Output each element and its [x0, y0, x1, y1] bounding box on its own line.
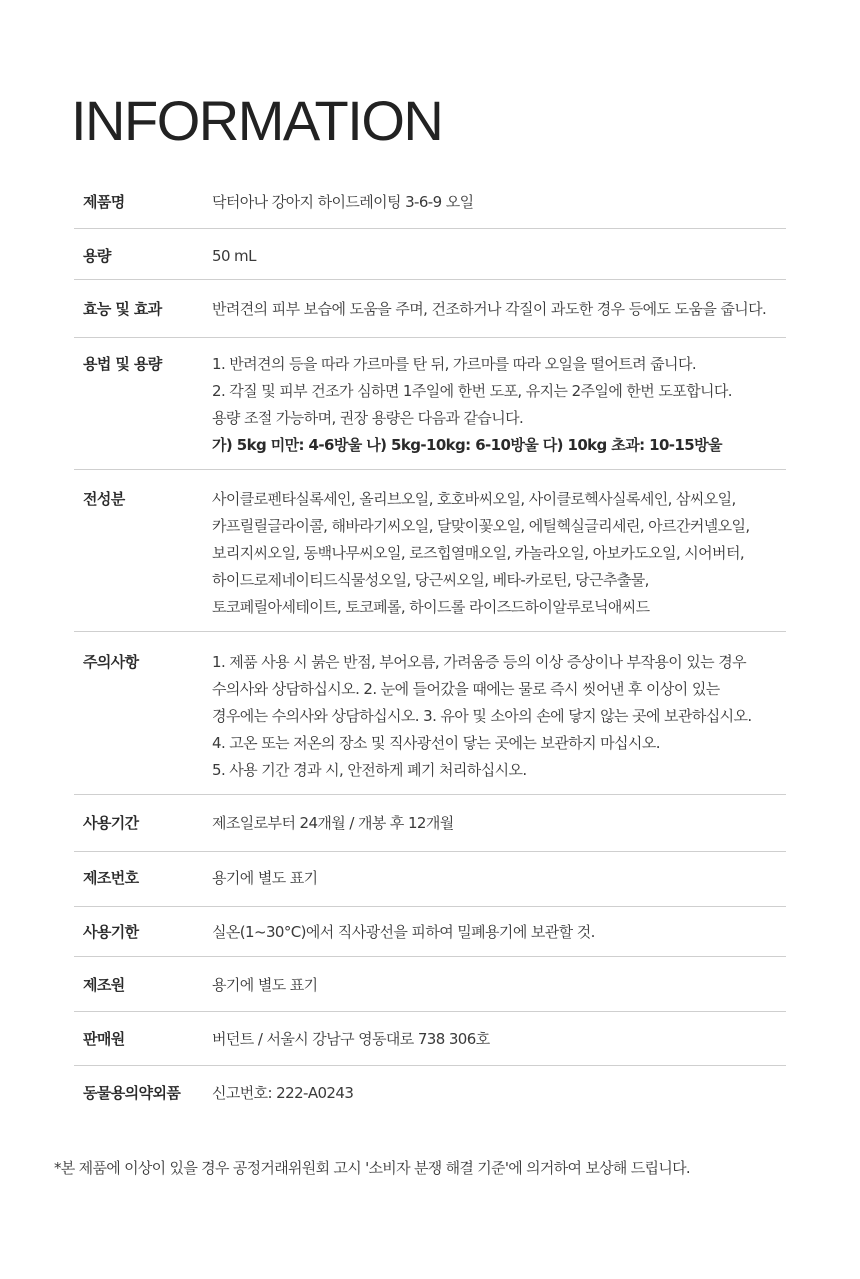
- info-row-usage: [74, 338, 786, 470]
- info-value: [212, 1080, 786, 1107]
- info-value-line: 4. 고온 또는 저온의 장소 및 직사광선이 닿는 곳에는 보관하지 마십시오.: [212, 734, 660, 752]
- info-value: [212, 972, 786, 999]
- info-row-precautions: [74, 632, 786, 795]
- info-value: [212, 919, 786, 946]
- info-value-line: 용기에 별도 표기: [212, 976, 318, 994]
- info-label: 판매원: [83, 1030, 125, 1048]
- info-row-seller: [74, 1012, 786, 1066]
- info-label: 전성분: [83, 490, 125, 508]
- info-label: 사용기한: [83, 923, 139, 941]
- info-value-line: 반려견의 피부 보습에 도움을 주며, 건조하거나 각질이 과도한 경우 등에도 도움을 줍니다.: [212, 300, 767, 318]
- info-value-line: 실온(1~30°C)에서 직사광선을 피하여 밀폐용기에 보관할 것.: [212, 923, 595, 941]
- info-value: [212, 243, 786, 270]
- info-value: [212, 1026, 786, 1053]
- info-value-line: 용기에 별도 표기: [212, 869, 318, 887]
- info-value: [212, 351, 786, 459]
- info-value-line: 카프릴릴글라이콜, 해바라기씨오일, 달맞이꽃오일, 에틸헥실글리세린, 아르간커넬오일,: [212, 517, 750, 535]
- info-row-expiry: [74, 907, 786, 957]
- info-value-line: 버던트 / 서울시 강남구 영동대로 738 306호: [212, 1030, 490, 1048]
- info-label: 사용기간: [83, 814, 139, 832]
- footnote: *본 제품에 이상이 있을 경우 공정거래위원회 고시 '소비자 분쟁 해결 기준'에 의거하여 보상해 드립니다.: [54, 1159, 690, 1177]
- info-label: 주의사항: [83, 653, 139, 671]
- info-value-line: 가) 5kg 미만: 4-6방울 나) 5kg-10kg: 6-10방울 다) 10kg 초과: 10-15방울: [212, 436, 722, 454]
- info-row-manufacturer: [74, 957, 786, 1012]
- info-value-line: 50 mL: [212, 247, 256, 265]
- info-value-line: 2. 각질 및 피부 건조가 심하면 1주일에 한번 도포, 유지는 2주일에 한번 도포합니다.: [212, 382, 732, 400]
- info-label: 용법 및 용량: [83, 355, 162, 373]
- info-row-usage-period: [74, 795, 786, 852]
- info-row-ingredients: [74, 470, 786, 632]
- info-value-line: 제조일로부터 24개월 / 개봉 후 12개월: [212, 814, 454, 832]
- info-label: 제품명: [83, 193, 125, 211]
- info-row-product-name: [74, 175, 786, 229]
- info-value: [212, 486, 786, 621]
- info-value-line: 수의사와 상담하십시오. 2. 눈에 들어갔을 때에는 물로 즉시 씻어낸 후 이상이 있는: [212, 680, 720, 698]
- info-value-line: 1. 반려견의 등을 따라 가르마를 탄 뒤, 가르마를 따라 오일을 떨어트려 줍니다.: [212, 355, 696, 373]
- info-row-quasi-drug: [74, 1066, 786, 1122]
- info-value: [212, 865, 786, 892]
- product-info-table: [74, 175, 786, 1122]
- info-value-line: 1. 제품 사용 시 붉은 반점, 부어오름, 가려움증 등의 이상 증상이나 부작용이 있는 경우: [212, 653, 747, 671]
- info-value-line: 하이드로제네이티드식물성오일, 당근씨오일, 베타-카로틴, 당근추출물,: [212, 571, 649, 589]
- page-title: INFORMATION: [71, 89, 443, 152]
- info-value-line: 신고번호: 222-A0243: [212, 1084, 354, 1102]
- info-label: 효능 및 효과: [83, 300, 162, 318]
- info-label: 동물용의약외품: [83, 1084, 181, 1102]
- info-value-line: 닥터아나 강아지 하이드레이팅 3-6-9 오일: [212, 193, 474, 211]
- info-value: [212, 810, 786, 837]
- info-value: [212, 649, 786, 784]
- info-value: [212, 296, 786, 323]
- info-value-line: 용량 조절 가능하며, 권장 용량은 다음과 같습니다.: [212, 409, 524, 427]
- info-value-line: 토코페릴아세테이트, 토코페롤, 하이드롤 라이즈드하이알루로닉애씨드: [212, 598, 650, 616]
- info-label: 용량: [83, 247, 111, 265]
- info-label: 제조번호: [83, 869, 139, 887]
- info-value: [212, 189, 786, 216]
- info-row-volume: [74, 229, 786, 280]
- info-row-lot-number: [74, 852, 786, 907]
- info-value-line: 5. 사용 기간 경과 시, 안전하게 폐기 처리하십시오.: [212, 761, 527, 779]
- info-value-line: 사이클로펜타실록세인, 올리브오일, 호호바씨오일, 사이클로헥사실록세인, 삼씨오일,: [212, 490, 736, 508]
- info-label: 제조원: [83, 976, 125, 994]
- info-value-line: 보리지씨오일, 동백나무씨오일, 로즈힙열매오일, 카놀라오일, 아보카도오일, 시어버터,: [212, 544, 745, 562]
- info-value-line: 경우에는 수의사와 상담하십시오. 3. 유아 및 소아의 손에 닿지 않는 곳에 보관하십시오.: [212, 707, 752, 725]
- info-row-efficacy: [74, 280, 786, 338]
